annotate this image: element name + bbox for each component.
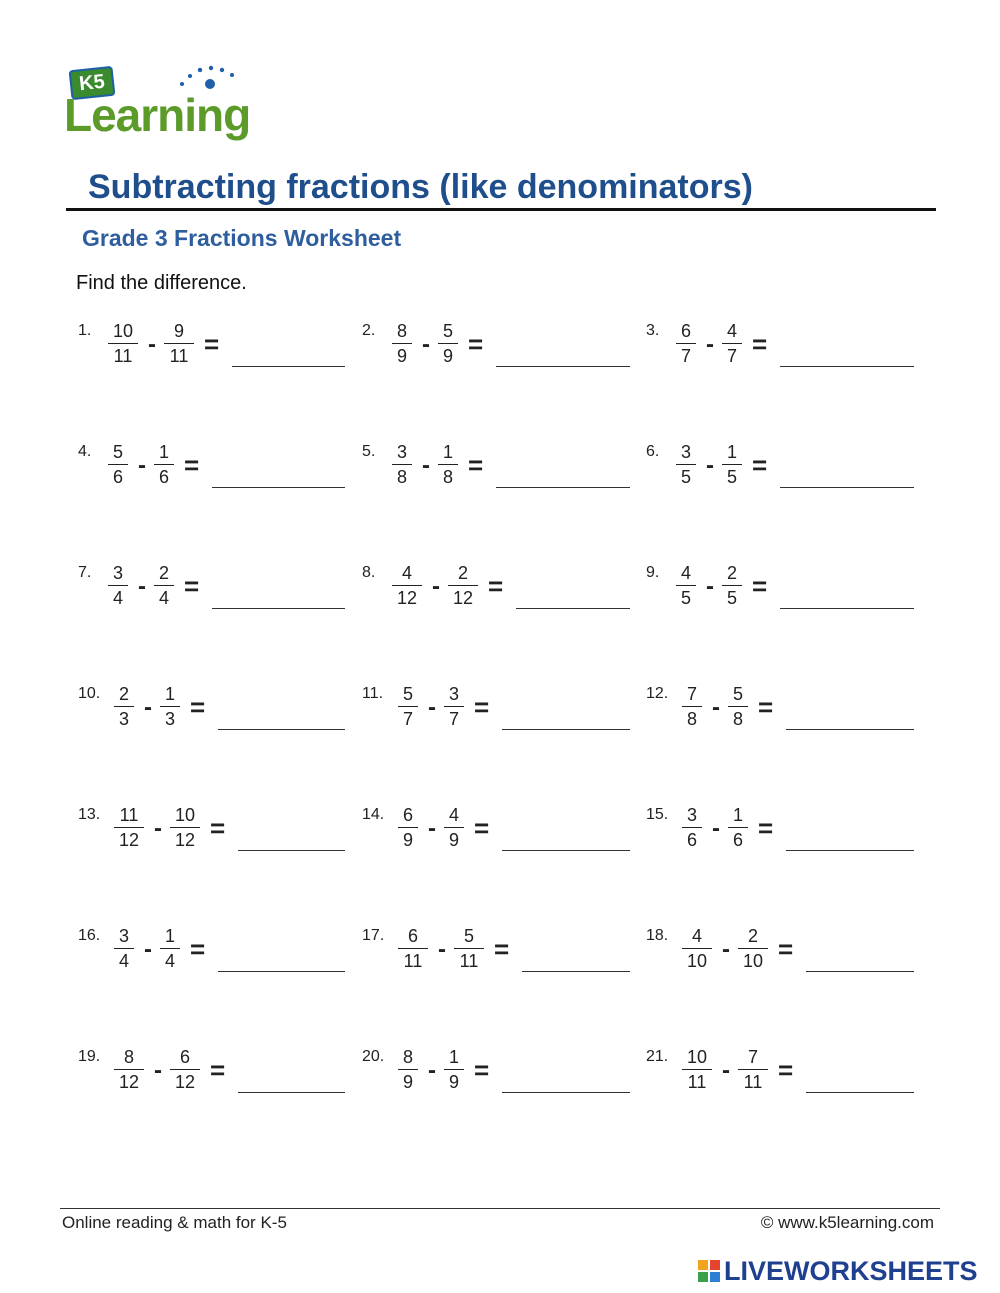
denominator: 11 (169, 346, 189, 366)
fraction-bar (438, 464, 458, 465)
numerator: 10 (686, 1047, 708, 1067)
denominator: 6 (112, 467, 123, 487)
numerator: 8 (402, 1047, 413, 1067)
fraction-bar (438, 343, 458, 344)
answer-blank[interactable] (780, 487, 914, 488)
numerator: 4 (691, 926, 702, 946)
fraction-bar (160, 706, 180, 707)
denominator: 7 (402, 709, 413, 729)
denominator: 5 (680, 588, 691, 608)
minus-sign: - (428, 815, 436, 842)
fraction (728, 804, 748, 851)
problem-number: 21. (646, 1048, 669, 1065)
answer-blank[interactable] (786, 850, 914, 851)
fraction-bar (682, 827, 702, 828)
numerator: 3 (112, 563, 123, 583)
problem-item (362, 804, 642, 864)
numerator: 5 (732, 684, 743, 704)
equals-sign: = (184, 571, 200, 601)
denominator: 12 (174, 1072, 196, 1092)
denominator: 4 (112, 588, 123, 608)
answer-blank[interactable] (232, 366, 345, 367)
numerator: 2 (747, 926, 758, 946)
equals-sign: = (210, 813, 226, 843)
fraction (444, 1046, 464, 1093)
denominator: 6 (158, 467, 169, 487)
problem-item (646, 925, 926, 985)
answer-blank[interactable] (502, 729, 630, 730)
denominator: 3 (118, 709, 129, 729)
numerator: 7 (747, 1047, 758, 1067)
denominator: 6 (732, 830, 743, 850)
fraction-bar (444, 827, 464, 828)
denominator: 9 (442, 346, 453, 366)
fraction-bar (160, 948, 180, 949)
denominator: 12 (452, 588, 474, 608)
answer-blank[interactable] (496, 366, 630, 367)
denominator: 10 (686, 951, 708, 971)
problem-item (78, 562, 358, 622)
denominator: 11 (113, 346, 133, 366)
fraction (392, 320, 412, 367)
problem-number: 16. (78, 927, 101, 944)
fraction-bar (392, 343, 412, 344)
fraction-bar (154, 585, 174, 586)
equals-sign: = (190, 692, 206, 722)
denominator: 3 (164, 709, 175, 729)
problem-number: 3. (646, 322, 660, 339)
denominator: 5 (680, 467, 691, 487)
equals-sign: = (190, 934, 206, 964)
fraction-bar (154, 464, 174, 465)
denominator: 8 (686, 709, 697, 729)
denominator: 7 (680, 346, 691, 366)
minus-sign: - (432, 573, 440, 600)
fraction-bar (164, 343, 194, 344)
denominator: 12 (174, 830, 196, 850)
answer-blank[interactable] (780, 608, 914, 609)
minus-sign: - (706, 452, 714, 479)
fraction (398, 1046, 418, 1093)
fraction-bar (170, 827, 200, 828)
problem-item (646, 320, 926, 380)
numerator: 8 (396, 321, 407, 341)
answer-blank[interactable] (238, 850, 345, 851)
numerator: 3 (686, 805, 697, 825)
fraction (682, 683, 702, 730)
answer-blank[interactable] (218, 971, 345, 972)
problem-number: 9. (646, 564, 660, 581)
minus-sign: - (712, 815, 720, 842)
fraction (164, 320, 194, 367)
fraction-bar (676, 464, 696, 465)
denominator: 6 (686, 830, 697, 850)
fraction-bar (392, 585, 422, 586)
problem-item (362, 320, 642, 380)
numerator: 3 (448, 684, 459, 704)
fraction (448, 562, 478, 609)
numerator: 6 (179, 1047, 190, 1067)
fraction (114, 925, 134, 972)
problem-item (646, 683, 926, 743)
numerator: 1 (164, 926, 175, 946)
fraction-bar (676, 343, 696, 344)
equals-sign: = (474, 1055, 490, 1085)
denominator: 5 (726, 467, 737, 487)
minus-sign: - (722, 1057, 730, 1084)
problem-number: 19. (78, 1048, 101, 1065)
minus-sign: - (422, 331, 430, 358)
minus-sign: - (706, 573, 714, 600)
denominator: 9 (402, 1072, 413, 1092)
problem-item (78, 683, 358, 743)
fraction (444, 804, 464, 851)
equals-sign: = (210, 1055, 226, 1085)
answer-blank[interactable] (806, 971, 914, 972)
fraction (676, 562, 696, 609)
fraction-bar (108, 343, 138, 344)
answer-blank[interactable] (516, 608, 630, 609)
fraction (682, 804, 702, 851)
minus-sign: - (438, 936, 446, 963)
fraction-bar (114, 827, 144, 828)
fraction (676, 320, 696, 367)
numerator: 10 (112, 321, 134, 341)
fraction-bar (722, 464, 742, 465)
denominator: 11 (403, 951, 423, 971)
problem-number: 1. (78, 322, 92, 339)
equals-sign: = (204, 329, 220, 359)
problem-item (78, 320, 358, 380)
answer-blank[interactable] (780, 366, 914, 367)
fraction-bar (444, 706, 464, 707)
fraction-bar (722, 343, 742, 344)
minus-sign: - (138, 452, 146, 479)
numerator: 6 (407, 926, 418, 946)
problem-number: 7. (78, 564, 92, 581)
problem-item (362, 683, 642, 743)
fraction (682, 925, 712, 972)
title-divider (66, 208, 936, 211)
denominator: 9 (448, 830, 459, 850)
fraction-bar (114, 706, 134, 707)
fraction (398, 925, 428, 972)
page-subtitle: Grade 3 Fractions Worksheet (82, 225, 402, 251)
numerator: 4 (448, 805, 459, 825)
problem-item (362, 1046, 642, 1106)
liveworksheets-blocks-icon (698, 1260, 720, 1282)
equals-sign: = (752, 571, 768, 601)
problem-item (646, 562, 926, 622)
fraction-bar (114, 1069, 144, 1070)
k5-learning-logo (62, 62, 251, 142)
equals-sign: = (468, 329, 484, 359)
denominator: 12 (118, 830, 140, 850)
problem-number: 11. (362, 685, 384, 702)
minus-sign: - (148, 331, 156, 358)
denominator: 5 (726, 588, 737, 608)
fraction-bar (398, 706, 418, 707)
fraction (170, 804, 200, 851)
answer-blank[interactable] (238, 1092, 345, 1093)
equals-sign: = (474, 692, 490, 722)
fraction-bar (682, 948, 712, 949)
numerator: 3 (396, 442, 407, 462)
problem-number: 4. (78, 443, 92, 460)
fraction-bar (676, 585, 696, 586)
problem-number: 5. (362, 443, 376, 460)
numerator: 2 (118, 684, 129, 704)
fraction-bar (114, 948, 134, 949)
fraction-bar (108, 464, 128, 465)
fraction (160, 925, 180, 972)
numerator: 7 (686, 684, 697, 704)
problem-number: 2. (362, 322, 376, 339)
equals-sign: = (778, 1055, 794, 1085)
minus-sign: - (712, 694, 720, 721)
minus-sign: - (144, 936, 152, 963)
numerator: 1 (732, 805, 743, 825)
equals-sign: = (474, 813, 490, 843)
minus-sign: - (154, 1057, 162, 1084)
fraction-bar (398, 827, 418, 828)
denominator: 7 (726, 346, 737, 366)
fraction (738, 1046, 768, 1093)
answer-blank[interactable] (806, 1092, 914, 1093)
denominator: 9 (402, 830, 413, 850)
liveworksheets-watermark (698, 1256, 990, 1286)
numerator: 11 (119, 805, 139, 825)
problem-item (646, 441, 926, 501)
denominator: 4 (158, 588, 169, 608)
problem-item (362, 441, 642, 501)
numerator: 5 (463, 926, 474, 946)
denominator: 11 (743, 1072, 763, 1092)
problem-item (78, 804, 358, 864)
fraction-bar (728, 827, 748, 828)
problem-number: 8. (362, 564, 376, 581)
denominator: 8 (396, 467, 407, 487)
minus-sign: - (428, 1057, 436, 1084)
equals-sign: = (758, 813, 774, 843)
problem-number: 13. (78, 806, 101, 823)
fraction (154, 441, 174, 488)
denominator: 7 (448, 709, 459, 729)
numerator: 5 (112, 442, 123, 462)
footer-website: © www.k5learning.com (760, 1213, 934, 1232)
fraction-bar (682, 706, 702, 707)
fraction-bar (722, 585, 742, 586)
answer-blank[interactable] (212, 608, 345, 609)
problem-item (646, 1046, 926, 1106)
fraction-bar (108, 585, 128, 586)
denominator: 4 (118, 951, 129, 971)
problem-item (78, 925, 358, 985)
footer-tagline: Online reading & math for K-5 (62, 1213, 287, 1232)
denominator: 11 (459, 951, 479, 971)
fraction (114, 804, 144, 851)
fraction-bar (398, 948, 428, 949)
fraction-bar (444, 1069, 464, 1070)
problem-item (78, 1046, 358, 1106)
answer-blank[interactable] (502, 1092, 630, 1093)
fraction (676, 441, 696, 488)
numerator: 5 (402, 684, 413, 704)
numerator: 3 (680, 442, 691, 462)
problem-number: 10. (78, 685, 101, 702)
numerator: 5 (442, 321, 453, 341)
numerator: 2 (158, 563, 169, 583)
numerator: 6 (402, 805, 413, 825)
liveworksheets-wordmark: LIVEWORKSHEETS (724, 1256, 978, 1286)
problem-number: 18. (646, 927, 669, 944)
numerator: 3 (118, 926, 129, 946)
answer-blank[interactable] (502, 850, 630, 851)
fraction-bar (682, 1069, 712, 1070)
equals-sign: = (752, 450, 768, 480)
numerator: 4 (726, 321, 737, 341)
minus-sign: - (428, 694, 436, 721)
fraction (398, 804, 418, 851)
problem-number: 17. (362, 927, 385, 944)
denominator: 4 (164, 951, 175, 971)
problem-number: 12. (646, 685, 669, 702)
instructions: Find the difference. (76, 272, 247, 294)
problem-item (362, 562, 642, 622)
fraction-bar (738, 948, 768, 949)
fraction (722, 562, 742, 609)
numerator: 2 (726, 563, 737, 583)
denominator: 8 (732, 709, 743, 729)
denominator: 9 (396, 346, 407, 366)
fraction-bar (738, 1069, 768, 1070)
equals-sign: = (468, 450, 484, 480)
minus-sign: - (722, 936, 730, 963)
problem-number: 14. (362, 806, 385, 823)
answer-blank[interactable] (218, 729, 345, 730)
fraction (444, 683, 464, 730)
fraction-bar (170, 1069, 200, 1070)
equals-sign: = (758, 692, 774, 722)
numerator: 1 (448, 1047, 459, 1067)
fraction (722, 441, 742, 488)
fraction-bar (728, 706, 748, 707)
problem-number: 20. (362, 1048, 385, 1065)
minus-sign: - (144, 694, 152, 721)
fraction (108, 320, 138, 367)
fraction (108, 562, 128, 609)
minus-sign: - (138, 573, 146, 600)
numerator: 1 (158, 442, 169, 462)
fraction (438, 441, 458, 488)
answer-blank[interactable] (522, 971, 630, 972)
fraction (682, 1046, 712, 1093)
denominator: 11 (687, 1072, 707, 1092)
numerator: 1 (442, 442, 453, 462)
denominator: 9 (448, 1072, 459, 1092)
numerator: 2 (457, 563, 468, 583)
equals-sign: = (778, 934, 794, 964)
problem-item (362, 925, 642, 985)
problem-item (78, 441, 358, 501)
logo-badge: K5 (69, 66, 116, 100)
fraction (728, 683, 748, 730)
fraction (170, 1046, 200, 1093)
denominator: 12 (118, 1072, 140, 1092)
fraction (438, 320, 458, 367)
fraction (398, 683, 418, 730)
fraction (114, 1046, 144, 1093)
page-title: Subtracting fractions (like denominators) (88, 168, 753, 206)
numerator: 6 (680, 321, 691, 341)
minus-sign: - (422, 452, 430, 479)
fraction-bar (392, 464, 412, 465)
denominator: 10 (742, 951, 764, 971)
fraction (738, 925, 768, 972)
numerator: 4 (401, 563, 412, 583)
equals-sign: = (494, 934, 510, 964)
denominator: 12 (396, 588, 418, 608)
problem-number: 6. (646, 443, 660, 460)
footer-divider (60, 1208, 940, 1209)
denominator: 8 (442, 467, 453, 487)
fraction-bar (398, 1069, 418, 1070)
numerator: 1 (726, 442, 737, 462)
numerator: 9 (173, 321, 184, 341)
fraction (114, 683, 134, 730)
equals-sign: = (752, 329, 768, 359)
answer-blank[interactable] (496, 487, 630, 488)
fraction-bar (448, 585, 478, 586)
fraction (108, 441, 128, 488)
problem-item (646, 804, 926, 864)
fraction (722, 320, 742, 367)
logo-wordmark: Learning (64, 89, 251, 141)
minus-sign: - (706, 331, 714, 358)
fraction (154, 562, 174, 609)
fraction (160, 683, 180, 730)
fraction (454, 925, 484, 972)
fraction (392, 562, 422, 609)
equals-sign: = (184, 450, 200, 480)
answer-blank[interactable] (786, 729, 914, 730)
numerator: 10 (174, 805, 196, 825)
fraction (392, 441, 412, 488)
fraction-bar (454, 948, 484, 949)
problem-number: 15. (646, 806, 669, 823)
numerator: 4 (680, 563, 691, 583)
numerator: 8 (123, 1047, 134, 1067)
numerator: 1 (164, 684, 175, 704)
answer-blank[interactable] (212, 487, 345, 488)
equals-sign: = (488, 571, 504, 601)
minus-sign: - (154, 815, 162, 842)
